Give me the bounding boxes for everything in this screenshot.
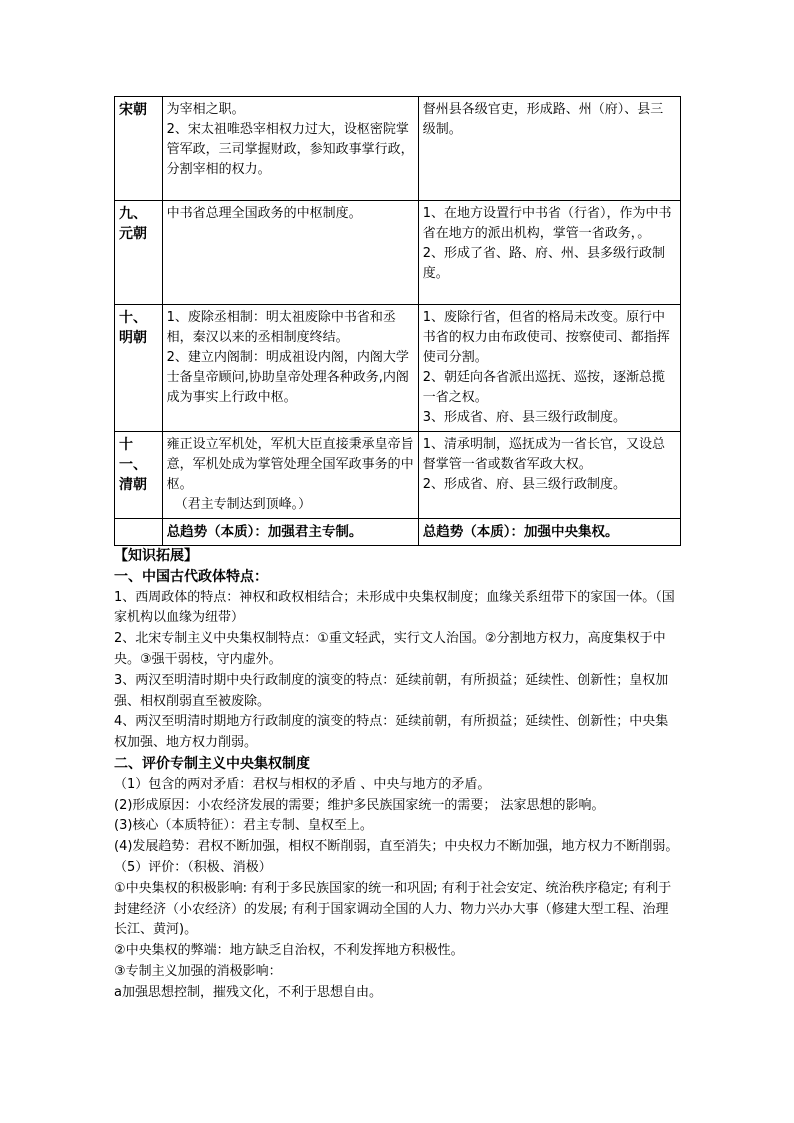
section-heading: 一、中国古代政体特点： — [114, 568, 268, 585]
list-item: ②中央集权的弊端：地方缺乏自治权，不利发挥地方积极性。 — [114, 943, 464, 959]
list-item: ①中央集权的积极影响: 有利于多民族国家的统一和巩固; 有利于社会安定、统治秩序稳定; 有利于封建经济（小农经济）的发展; 有利于国家调动全国的人力、物力兴办大事（修建大型工程、治理长江、黄河)。 — [114, 880, 672, 938]
central-cell — [162, 432, 418, 519]
central-text: 为宰相之职。 — [166, 102, 245, 117]
central-cell — [162, 201, 418, 305]
section-heading: 二、评价专制主义中央集权制度 — [114, 755, 310, 772]
local-cell — [418, 97, 680, 201]
table-row-ming — [115, 305, 681, 432]
table-row-qing — [115, 432, 681, 519]
central-text: （君主专制达到顶峰。） — [174, 497, 312, 512]
list-item: （1）包含的两对矛盾：君权与相权的矛盾 、中央与地方的矛盾。 — [114, 776, 491, 792]
local-cell — [418, 201, 680, 305]
era-cell: 十一、清朝 — [115, 432, 163, 519]
local-text: 督州县各级官吏，形成路、州（府）、县三级制。 — [422, 102, 664, 137]
list-item: (4)发展趋势：君权不断加强，相权不断削弱，直至消失；中央权力不断加强，地方权力不断削弱。 — [114, 839, 679, 855]
local-text: 1、清承明制，巡抚成为一省长官，又设总督掌管一省或数省军政大权。 — [422, 437, 666, 472]
table-row-song — [115, 97, 681, 201]
list-item: a加强思想控制，摧残文化，不利于思想自由。 — [114, 984, 382, 1000]
central-text: 2、宋太祖唯恐宰相权力过大，设枢密院掌管军政，三司掌握财政，参知政事掌行政，分割宰相的权力。 — [166, 122, 414, 177]
list-item: (3)核心（本质特征）：君主专制、皇权至上。 — [114, 818, 373, 834]
list-item: (2)形成原因：小农经济发展的需要；维护多民族国家统一的需要； 法家思想的影响。 — [114, 797, 605, 813]
history-table — [114, 96, 681, 546]
table-summary-row — [115, 519, 681, 546]
list-item: （5）评价：（积极、消极） — [114, 859, 272, 875]
era-cell: 九、元朝 — [115, 201, 163, 305]
central-text: 雍正设立军机处，军机大臣直接秉承皇帝旨意，军机处成为掌管处理全国军政事务的中枢。 — [166, 437, 414, 492]
knowledge-extension — [114, 546, 681, 1004]
era-cell-empty — [115, 519, 163, 546]
list-item: 2、北宋专制主义中央集权制特点：①重文轻武，实行文人治国。②分割地方权力，高度集权于中央。③强干弱枝，守内虚外。 — [114, 631, 666, 667]
central-text: 中书省总理全国政务的中枢制度。 — [166, 206, 362, 221]
central-text: 2、建立内阁制：明成祖设内阁，内阁大学士备皇帝顾问,协助皇帝处理各种政务,内阁成为事实上行政中枢。 — [166, 350, 409, 405]
list-item: ③专制主义加强的消极影响： — [114, 963, 282, 979]
list-item: 1、西周政体的特点：神权和政权相结合；未形成中央集权制度；血缘关系纽带下的家国一体。（国家机构以血缘为纽带） — [114, 589, 675, 626]
central-cell — [162, 305, 418, 432]
local-cell — [418, 305, 680, 432]
summary-central: 总趋势（本质）：加强君主专制。 — [162, 519, 418, 546]
central-text: 1、废除丞相制：明太祖废除中书省和丞相，秦汉以来的丞相制度终结。 — [166, 310, 396, 345]
era-cell: 宋朝 — [115, 97, 163, 201]
list-item: 3、两汉至明清时期中央行政制度的演变的特点：延续前朝，有所损益；延续性、创新性；皇权加强、相权削弱直至被废除。 — [114, 672, 669, 709]
table-row-yuan — [115, 201, 681, 305]
local-text: 1、在地方设置行中书省（行省），作为中书省在地方的派出机构，掌管一省政务，。 — [422, 206, 672, 241]
extension-title: 【知识拓展】 — [114, 548, 198, 564]
central-cell — [162, 97, 418, 201]
summary-local: 总趋势（本质）：加强中央集权。 — [418, 519, 680, 546]
list-item: 4、两汉至明清时期地方行政制度的演变的特点：延续前朝，有所损益；延续性、创新性；中央集权加强、地方权力削弱。 — [114, 714, 669, 751]
local-text: 2、形成省、府、县三级行政制度。 — [422, 477, 627, 492]
era-cell: 十、明朝 — [115, 305, 163, 432]
local-text: 3、形成省、府、县三级行政制度。 — [422, 410, 627, 425]
local-cell — [418, 432, 680, 519]
local-text: 2、朝廷向各省派出巡抚、巡按，逐渐总揽一省之权。 — [422, 370, 666, 405]
document-page — [114, 96, 681, 1004]
local-text: 2、形成了省、路、府、州、县多级行政制度。 — [422, 246, 666, 281]
local-text: 1、废除行省，但省的格局未改变。原行中书省的权力由布政使司、按察使司、都指挥使司分割。 — [422, 310, 670, 365]
